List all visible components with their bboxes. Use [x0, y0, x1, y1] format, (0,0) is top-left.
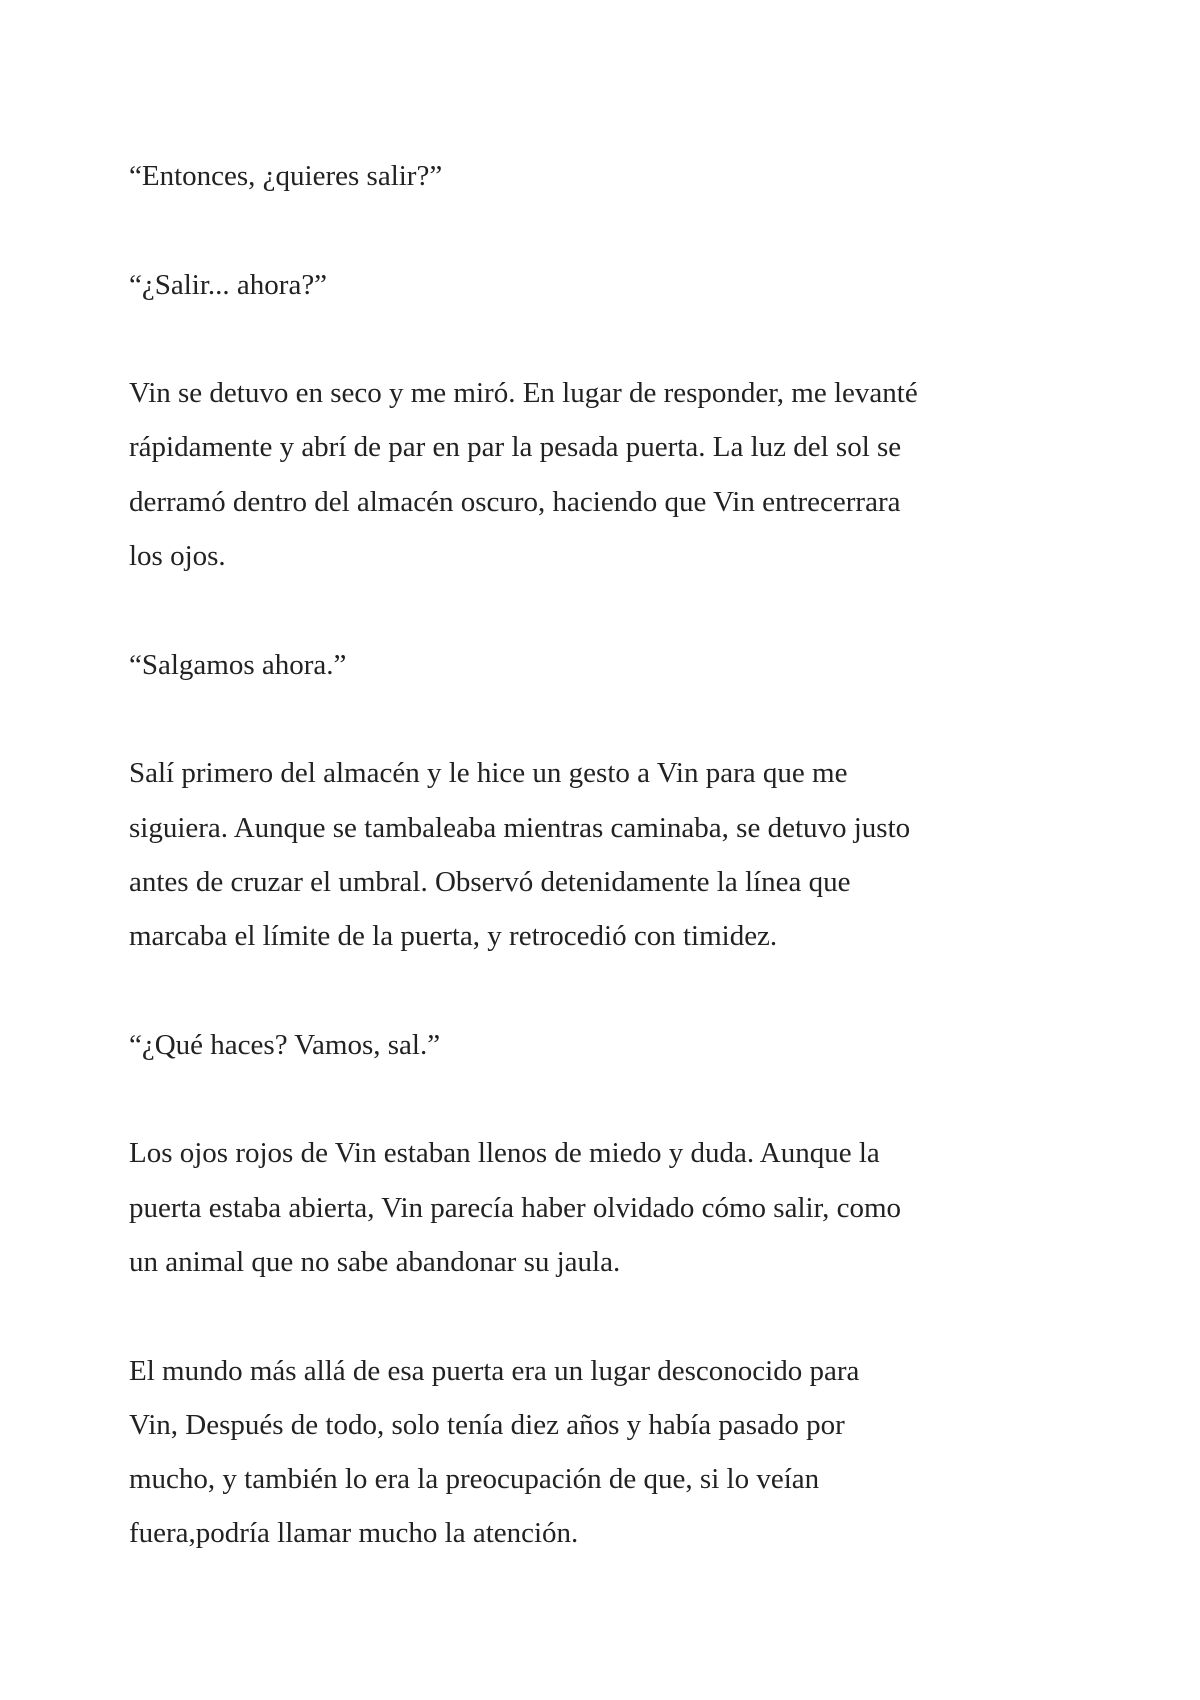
text-line: Salí primero del almacén y le hice un gesto a Vin para que me: [129, 757, 848, 790]
text-line: mucho, y también lo era la preocupación de que, si lo veían: [129, 1463, 820, 1496]
paragraph: [129, 258, 1071, 312]
text-line: “¿Qué haces? Vamos, sal.”: [129, 1028, 441, 1061]
paragraph: [129, 1126, 1071, 1289]
paragraph: [129, 1018, 1071, 1072]
text-line: un animal que no sabe abandonar su jaula.: [129, 1245, 621, 1278]
paragraph: [129, 638, 1071, 692]
text-line: los ojos.: [129, 540, 226, 573]
paragraph: [129, 366, 1071, 583]
text-line: marcaba el límite de la puerta, y retrocedió con timidez.: [129, 920, 778, 953]
text-line: “¿Salir... ahora?”: [129, 268, 328, 301]
text-line: derramó dentro del almacén oscuro, haciendo que Vin entrecerrara: [129, 485, 901, 518]
text-line: antes de cruzar el umbral. Observó detenidamente la línea que: [129, 865, 851, 898]
text-line: Los ojos rojos de Vin estaban llenos de miedo y duda. Aunque la: [129, 1137, 880, 1170]
text-line: “Entonces, ¿quieres salir?”: [129, 160, 443, 192]
text-line: Vin, Después de todo, solo tenía diez años y había pasado por: [129, 1408, 845, 1441]
text-line: rápidamente y abrí de par en par la pesada puerta. La luz del sol se: [129, 431, 902, 464]
text-line: “Salgamos ahora.”: [129, 648, 347, 681]
text-line: El mundo más allá de esa puerta era un lugar desconocido para: [129, 1354, 860, 1387]
text-line: puerta estaba abierta, Vin parecía haber olvidado cómo salir, como: [129, 1191, 901, 1224]
paragraph: [129, 746, 1071, 963]
paragraph: [129, 149, 1071, 203]
paragraph: [129, 1344, 1071, 1561]
text-line: fuera,podría llamar mucho la atención.: [129, 1517, 579, 1550]
text-line: siguiera. Aunque se tambaleaba mientras caminaba, se detuvo justo: [129, 811, 911, 844]
text-line: Vin se detuvo en seco y me miró. En lugar de responder, me levanté: [129, 377, 918, 410]
